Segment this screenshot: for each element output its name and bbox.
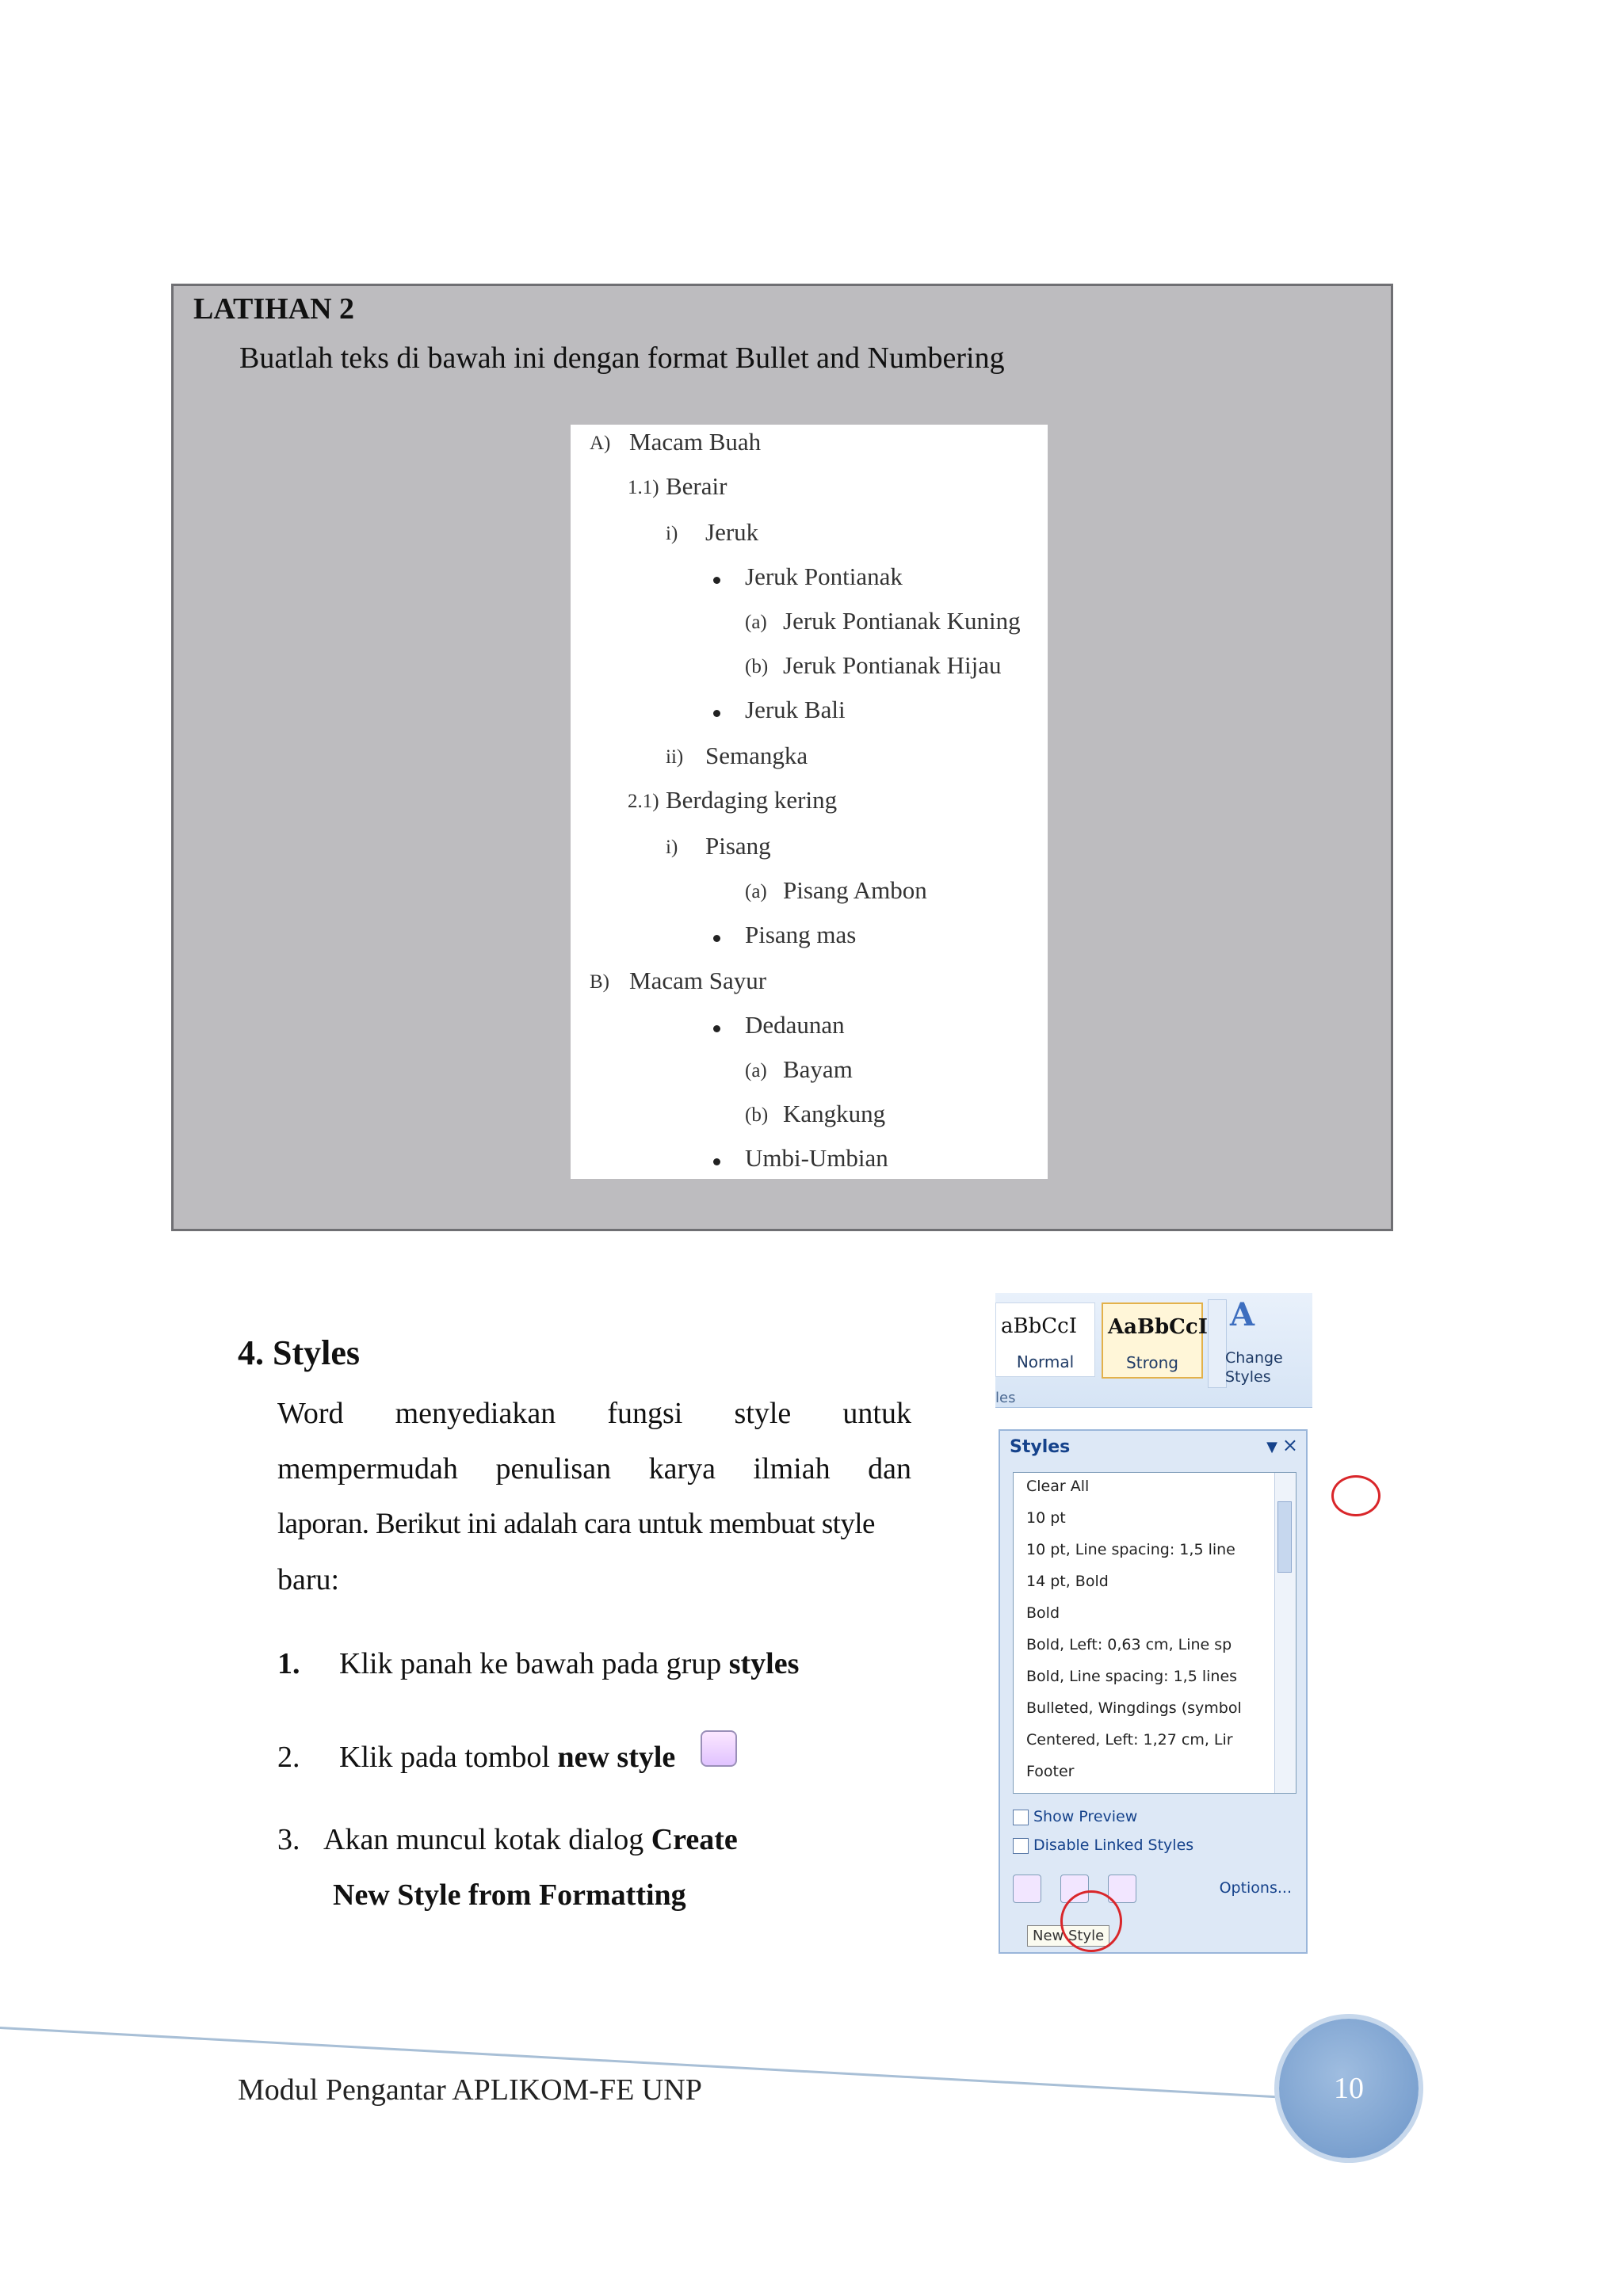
list-marker: 2.1) [628,791,659,812]
paragraph-line-3: laporan. Berikut ini adalah cara untuk membuat style [277,1508,875,1540]
style-tile-strong [1102,1302,1208,1379]
dropdown-arrow-icon: ▼ [1266,1439,1277,1455]
word: style [734,1397,792,1430]
styles-list [1013,1472,1296,1794]
bullet-icon [713,710,720,717]
step-text: Klik panah ke bawah pada grup [339,1647,729,1680]
step-number: 1. [277,1647,300,1680]
list-item: Macam Sayur [629,967,767,994]
checkbox-label: Show Preview [1033,1808,1138,1825]
styles-list-scrollbar [1274,1473,1296,1793]
step-number: 3. [277,1823,300,1856]
word: Word [277,1397,344,1430]
word: ilmiah [753,1452,831,1486]
list-item: Bayam [783,1055,853,1083]
list-item: Berdaging kering [666,786,838,814]
list-item: Pisang Ambon [783,876,927,904]
step-text: Klik pada tombol [339,1741,558,1774]
step-text: Akan muncul kotak dialog [323,1823,651,1856]
exercise-instruction: Buatlah teks di bawah ini dengan format Bullet and Numbering [239,341,1005,375]
step-bold: styles [728,1647,800,1680]
disable-linked-checkbox [1013,1836,1193,1854]
list-item: Umbi-Umbian [745,1144,888,1172]
list-marker: (b) [745,1104,769,1126]
list-item: Jeruk Pontianak [745,563,903,590]
footer-line [0,2027,1408,2105]
style-tile-normal [995,1302,1095,1377]
scroll-thumb [1277,1501,1292,1573]
word: untuk [842,1397,911,1430]
list-item: Jeruk Pontianak Hijau [783,651,1002,679]
list-item: Jeruk Pontianak Kuning [783,607,1021,635]
list-marker: (a) [745,881,767,902]
list-item: Pisang [705,832,771,860]
style-name: Strong [1126,1353,1178,1372]
style-item: 10 pt, Line spacing: 1,5 line [1026,1541,1235,1558]
paragraph-line-2 [277,1451,911,1486]
style-item: Centered, Left: 1,27 cm, Lir [1026,1731,1233,1749]
list-marker: (a) [745,612,767,633]
style-name: Normal [1016,1352,1075,1371]
new-style-icon [701,1730,737,1767]
step-number: 2. [277,1741,300,1774]
change-styles-icon: A [1230,1296,1255,1333]
list-item: Macam Buah [629,428,762,456]
style-item: Bold, Line spacing: 1,5 lines [1026,1668,1238,1685]
word: menyediakan [395,1397,556,1430]
style-item: Bulleted, Wingdings (symbol [1026,1699,1242,1717]
bullet-icon [713,1158,720,1165]
step-bold: Create [651,1823,738,1856]
gallery-scroll [1208,1299,1227,1388]
page-number: 10 [1334,2072,1364,2105]
section-title: 4. Styles [238,1333,360,1372]
list-marker: B) [590,971,609,993]
word: fungsi [607,1397,683,1430]
step-bold: new style [557,1741,676,1774]
list-item: Berair [666,472,727,500]
list-item: Dedaunan [745,1011,845,1039]
style-gallery [995,1293,1312,1408]
list-marker: ii) [666,746,684,768]
step-1 [277,1646,799,1681]
red-highlight-circle [1331,1475,1381,1516]
style-item: 14 pt, Bold [1026,1573,1109,1590]
show-preview-checkbox [1013,1808,1137,1825]
paragraph-line-4: baru: [277,1563,340,1596]
group-label: les [995,1390,1016,1406]
list-item: Jeruk Bali [745,696,846,723]
word: dan [868,1452,911,1486]
change-styles-label: Change Styles [1225,1349,1283,1386]
bullet-icon [713,1025,720,1032]
styles-pane-screenshot [995,1293,1312,1954]
bullet-list-sample [571,425,1048,1179]
list-marker: 1.1) [628,477,659,498]
style-item: Bold, Left: 0,63 cm, Line sp [1026,1636,1232,1653]
style-sample: aBbCcI [1001,1314,1077,1338]
word: karya [648,1452,716,1486]
list-marker: (b) [745,656,769,677]
style-sample: AaBbCcI [1108,1315,1208,1339]
paragraph-line-1 [277,1396,911,1431]
step-3 [277,1822,738,1857]
bullet-icon [713,935,720,942]
close-icon: × [1281,1434,1298,1456]
red-highlight-circle [1060,1890,1122,1952]
list-item: Semangka [705,742,808,769]
new-style-tooltip: New Style [1027,1925,1109,1947]
step-bold: New Style from Formatting [333,1878,686,1912]
list-item: Jeruk [705,518,759,546]
step-2 [277,1740,675,1775]
styles-task-pane [999,1429,1308,1954]
list-marker: i) [666,523,678,544]
step-3-continued [333,1878,686,1913]
exercise-title: LATIHAN 2 [193,292,355,326]
list-marker: (a) [745,1060,767,1081]
style-item: 10 pt [1026,1509,1066,1527]
style-item: Bold [1026,1604,1060,1622]
list-item: Pisang mas [745,921,857,948]
bullet-icon [713,577,720,584]
pane-title: Styles [1010,1437,1071,1457]
style-item: Clear All [1026,1478,1090,1495]
word: penulisan [495,1452,612,1486]
checkbox-label: Disable Linked Styles [1033,1836,1194,1854]
footer-text: Modul Pengantar APLIKOM-FE UNP [238,2073,702,2107]
word: mempermudah [277,1452,458,1486]
list-marker: A) [590,433,611,454]
list-item: Kangkung [783,1100,886,1127]
style-item: Footer [1026,1763,1075,1780]
new-style-button-icon [1013,1875,1041,1903]
list-marker: i) [666,837,678,858]
options-link: Options... [1219,1879,1292,1897]
